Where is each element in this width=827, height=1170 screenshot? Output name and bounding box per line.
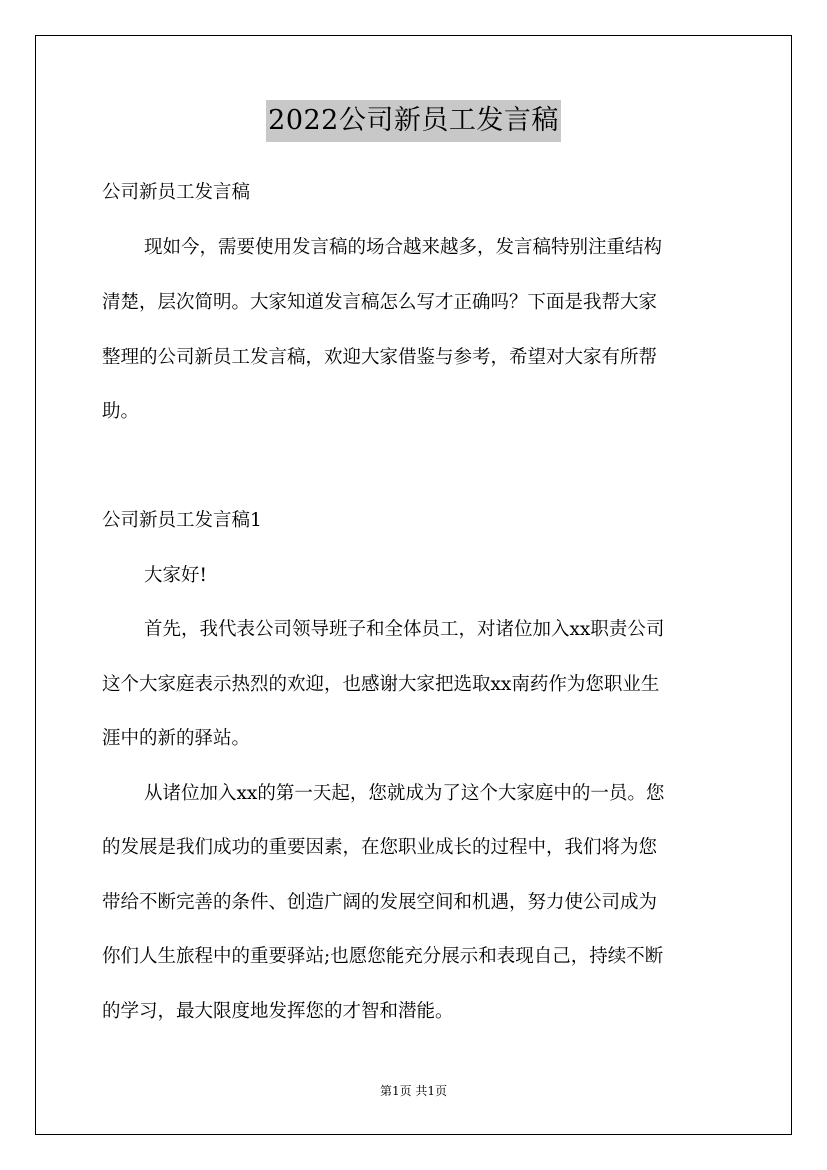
greeting: 大家好!	[144, 565, 207, 586]
paragraph-line: 的学习，最大限度地发挥您的才智和潜能。	[102, 1001, 454, 1022]
title-container	[0, 100, 827, 142]
intro-line: 清楚，层次简明。大家知道发言稿怎么写才正确吗？下面是我帮大家	[102, 292, 658, 313]
paragraph-line: 从诸位加入xx的第一天起，您就成为了这个大家庭中的一员。您	[144, 783, 665, 804]
paragraph-line: 的发展是我们成功的重要因素，在您职业成长的过程中，我们将为您	[102, 837, 658, 858]
paragraph-line: 你们人生旅程中的重要驿站;也愿您能充分展示和表现自己，持续不断	[102, 946, 664, 967]
intro-line: 助。	[102, 401, 140, 422]
section-heading-intro: 公司新员工发言稿	[102, 182, 251, 203]
document-title: 2022公司新员工发言稿	[266, 100, 561, 142]
intro-line: 现如今，需要使用发言稿的场合越来越多，发言稿特别注重结构	[144, 237, 663, 258]
section-heading-speech-1: 公司新员工发言稿1	[102, 510, 262, 531]
paragraph-line: 涯中的新的驿站。	[102, 728, 251, 749]
paragraph-line: 首先，我代表公司领导班子和全体员工，对诸位加入xx职责公司	[144, 619, 665, 640]
page-number-footer: 第1页 共1页	[379, 1084, 448, 1098]
intro-line: 整理的公司新员工发言稿，欢迎大家借鉴与参考，希望对大家有所帮	[102, 347, 658, 368]
paragraph-line: 这个大家庭表示热烈的欢迎，也感谢大家把选取xx南药作为您职业生	[102, 674, 660, 695]
paragraph-line: 带给不断完善的条件、创造广阔的发展空间和机遇，努力使公司成为	[102, 892, 658, 913]
